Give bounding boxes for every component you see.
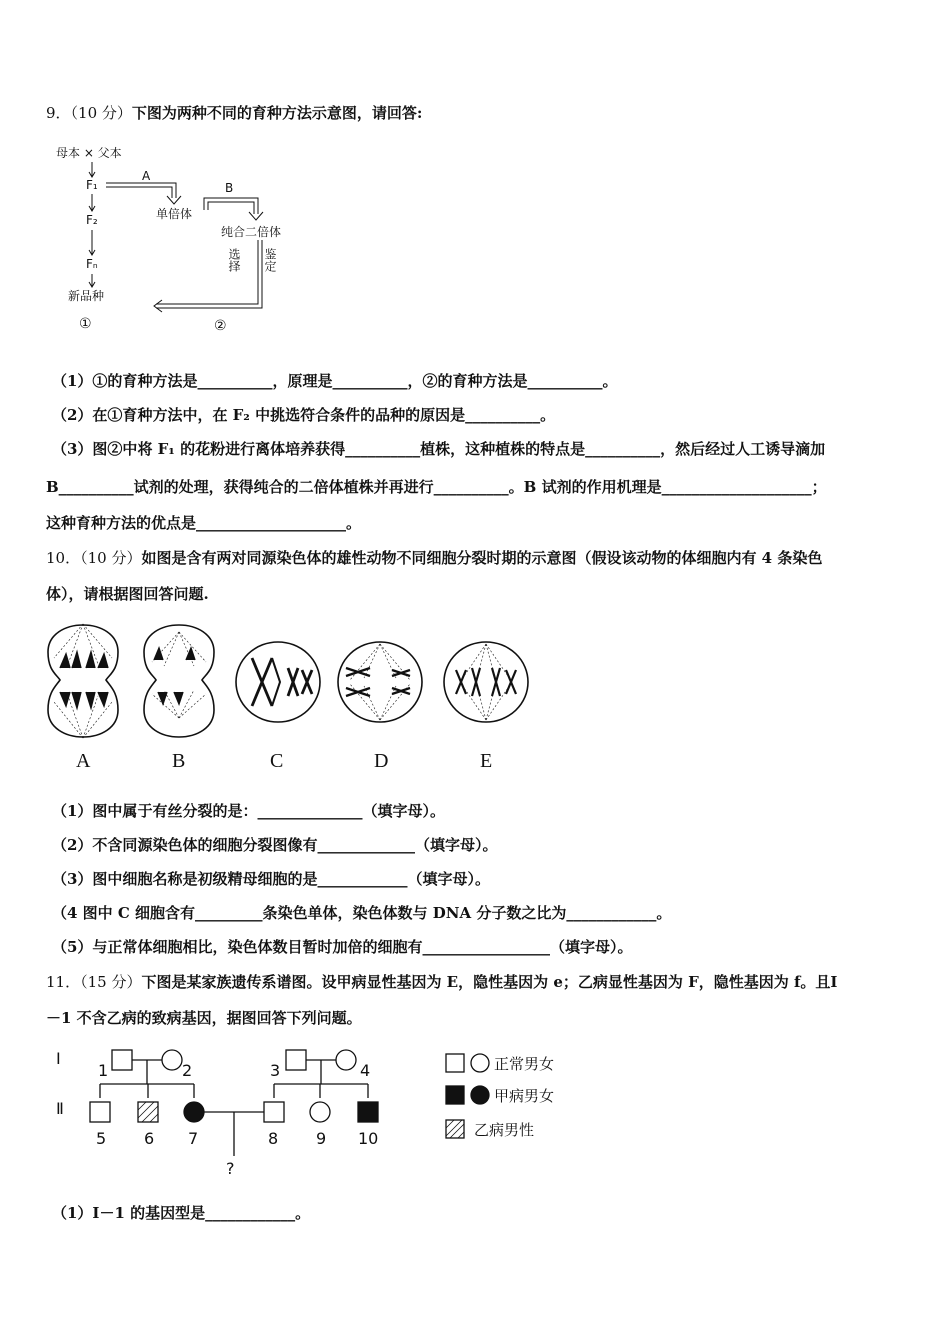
q9-sub2: （2）在①育种方法中，在 F₂ 中挑选符合条件的品种的原因是__________。: [52, 406, 556, 424]
method2-marker: ②: [214, 318, 227, 334]
q10-sub4: （4 图中 C 细胞含有_________条染色单体，染色体数与 DNA 分子数之比为____________。: [52, 904, 672, 922]
person-6-hatching: [138, 1102, 158, 1122]
f1-label: F₁: [86, 178, 98, 192]
pure-diploid-label: 纯合二倍体: [221, 225, 282, 239]
person-9-normal-female: [310, 1102, 330, 1122]
new-variety-label: 新品种: [68, 289, 105, 303]
q11-sub1: （1）Ⅰ－1 的基因型是____________。: [52, 1204, 311, 1222]
legend-normal-male-symbol: [446, 1054, 464, 1072]
cell-division-figure: [40, 612, 540, 752]
q9-number: 9．: [46, 104, 71, 122]
parents-label: 母本 × 父本: [56, 146, 122, 160]
q9-sub3-line3: 这种育种方法的优点是____________________。: [46, 514, 362, 532]
q10-prompt-1: 如图是含有两对同源染色体的雄性动物不同细胞分裂时期的示意图（假设该动物的体细胞内有 4 条染色: [141, 549, 823, 567]
generation-1-label: Ⅰ: [56, 1049, 61, 1068]
legend-disease-a-male-symbol: [446, 1086, 464, 1104]
q10-sub2: （2）不含同源染色体的细胞分裂图像有_____________（填字母）。: [52, 836, 498, 854]
q11-heading-line1: [46, 973, 837, 991]
person-1-id: 1: [98, 1061, 109, 1080]
person-4-normal-female: [336, 1050, 356, 1070]
q10-sub3: （3）图中细胞名称是初级精母细胞的是____________（填字母）。: [52, 870, 490, 888]
fn-label: Fₙ: [86, 257, 98, 271]
q9-sub1: （1）①的育种方法是__________，原理是__________，②的育种方法是__________。: [52, 372, 618, 390]
cell-label-c: C: [270, 750, 284, 772]
path-b-label: B: [225, 181, 234, 195]
cell-label-a: A: [76, 750, 91, 772]
generation-2-label: Ⅱ: [56, 1099, 64, 1118]
q10-heading-line2: 体），请根据图回答问题.: [46, 585, 209, 603]
q9-sub3-line1: （3）图②中将 F₁ 的花粉进行离体培养获得__________植株，这种植株的特点是__________，然后经过人工诱导滴加: [52, 440, 826, 458]
person-1-normal-male: [112, 1050, 132, 1070]
cell-label-d: D: [374, 750, 389, 772]
person-7-disease-a-female: [184, 1102, 204, 1122]
q10-heading-line1: [46, 549, 822, 567]
q11-prompt-1: 下图是某家族遗传系谱图。设甲病显性基因为 E，隐性基因为 e；乙病显性基因为 F，隐性基因为 f。且Ⅰ: [141, 973, 838, 991]
person-10-disease-a-male: [358, 1102, 378, 1122]
identify-label: 鉴定: [263, 248, 277, 272]
select-label: 选择: [227, 248, 241, 272]
cell-c: [236, 642, 320, 722]
pedigree-chart: [48, 1040, 588, 1180]
f2-label: F₂: [86, 213, 98, 227]
q10-number: 10．: [46, 549, 81, 567]
legend-disease-b-text: 乙病男性: [474, 1121, 535, 1139]
pedigree-legend: [446, 1054, 554, 1139]
q11-heading-line2: －1 不含乙病的致病基因，据图回答下列问题。: [46, 1009, 362, 1027]
person-6-id: 6: [144, 1129, 155, 1148]
q10-score: （10 分）: [80, 549, 142, 567]
path-a-label: A: [142, 169, 151, 183]
person-5-id: 5: [96, 1129, 107, 1148]
haploid-label: 单倍体: [156, 207, 193, 221]
person-2-normal-female: [162, 1050, 182, 1070]
q9-sub3-line2: B__________试剂的处理，获得纯合的二倍体植株并再进行__________。B 试剂的作用机理是____________________；: [46, 478, 827, 496]
cell-b: [144, 625, 214, 737]
method1-marker: ①: [79, 316, 92, 332]
person-6-disease-b-male: [138, 1102, 158, 1122]
legend-disease-b-male-symbol: [446, 1120, 464, 1138]
legend-normal-text: 正常男女: [494, 1055, 555, 1073]
person-5-normal-male: [90, 1102, 110, 1122]
person-2-id: 2: [182, 1061, 193, 1080]
legend-normal-female-symbol: [471, 1054, 489, 1072]
person-3-id: 3: [270, 1061, 281, 1080]
breeding-diagram: [52, 140, 300, 336]
legend-disease-a-text: 甲病男女: [494, 1087, 555, 1105]
person-10-id: 10: [358, 1129, 379, 1148]
q11-score: （15 分）: [80, 973, 142, 991]
cell-e: [444, 642, 528, 722]
person-7-id: 7: [188, 1129, 199, 1148]
q10-sub5: （5）与正常体细胞相比，染色体数目暂时加倍的细胞有_________________（填字母）。: [52, 938, 633, 956]
cell-label-b: B: [172, 750, 186, 772]
cell-d: [338, 642, 422, 722]
q11-number: 11．: [46, 973, 81, 991]
person-3-normal-male: [286, 1050, 306, 1070]
person-4-id: 4: [360, 1061, 371, 1080]
cell-label-e: E: [480, 750, 493, 772]
person-8-id: 8: [268, 1129, 279, 1148]
person-9-id: 9: [316, 1129, 327, 1148]
unknown-offspring: ?: [226, 1159, 235, 1178]
cell-a: [48, 624, 118, 738]
q9-score: （10 分）: [70, 104, 132, 122]
q9-prompt: 下图为两种不同的育种方法示意图，请回答:: [131, 104, 423, 122]
q9-heading: [46, 104, 422, 122]
q10-sub1: （1）图中属于有丝分裂的是：______________（填字母）。: [52, 802, 445, 820]
person-8-normal-male: [264, 1102, 284, 1122]
legend-disease-a-female-symbol: [471, 1086, 489, 1104]
